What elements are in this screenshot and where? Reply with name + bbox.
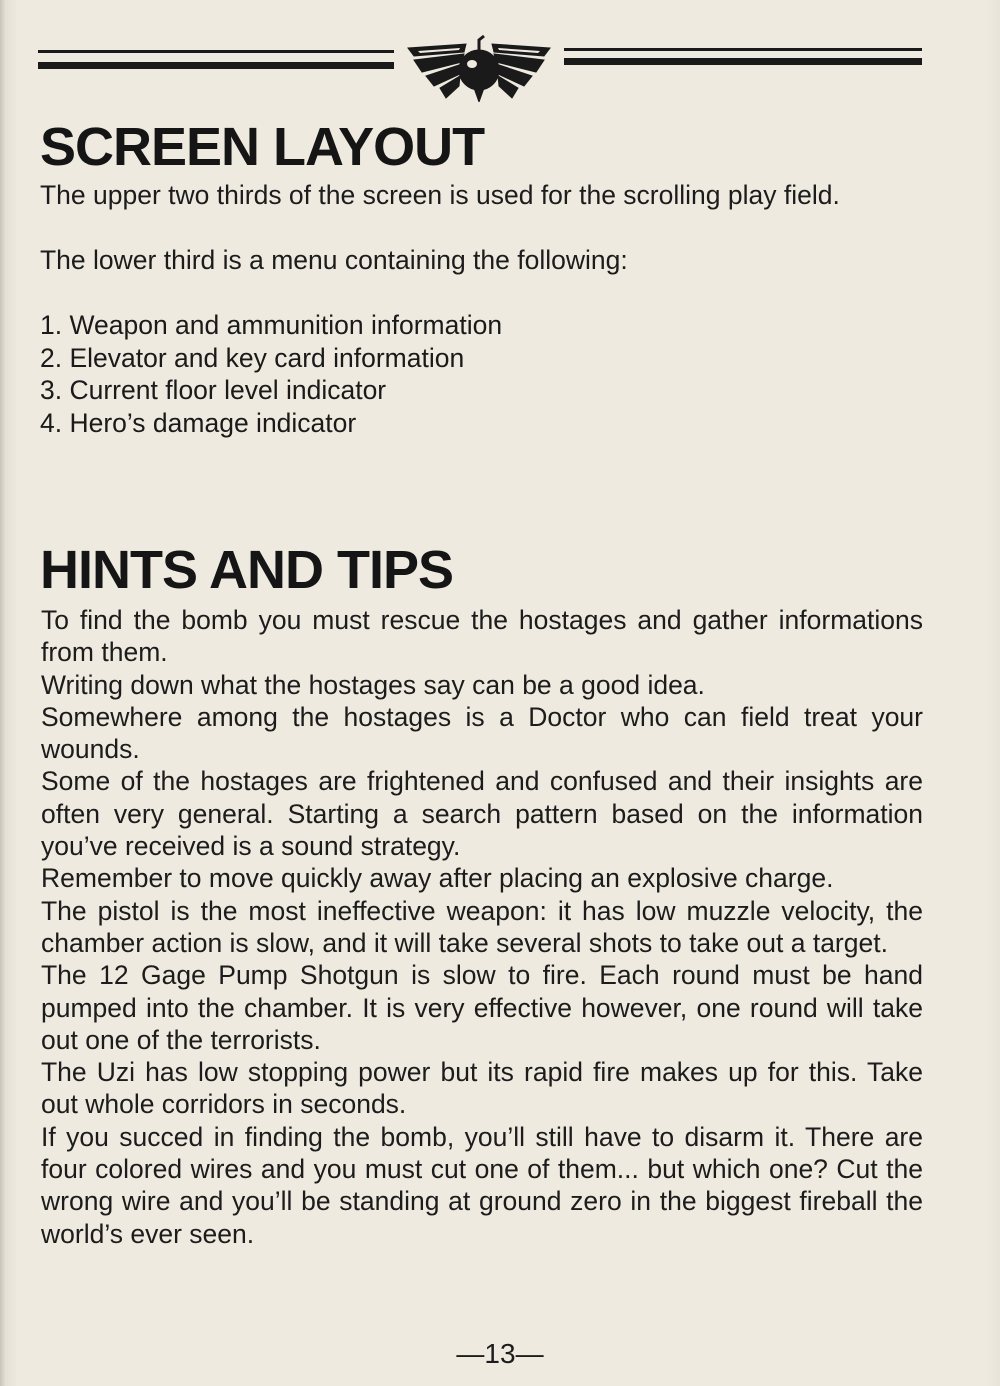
hint-paragraph: The 12 Gage Pump Shotgun is slow to fire. Each round must be hand pumped into the chamber. It is very effective however, one round will take out one of the terrorists. [41, 960, 923, 1055]
hint-paragraph: The pistol is the most ineffective weapon: it has low muzzle velocity, the chamber action is slow, and it will take several shots to take out a target. [41, 895, 923, 958]
hint-paragraph: The Uzi has low stopping power but its rapid fire makes up for this. Take out whole corridors in seconds. [41, 1057, 923, 1120]
hint-paragraph: Some of the hostages are frightened and confused and their insights are often very general. Starting a search pattern based on the information you’ve received is a sound strategy. [41, 766, 923, 862]
winged-bomb-emblem-icon [404, 34, 554, 102]
list-item: 3. Current floor level indicator [40, 375, 387, 405]
page-number: —13— [456, 1338, 544, 1369]
list-item: 4. Hero’s damage indicator [40, 407, 357, 438]
header-rule-left [38, 48, 394, 70]
screen-layout-heading: SCREEN LAYOUT [40, 117, 485, 177]
hint-paragraph: Somewhere among the hostages is a Doctor who can field treat your wounds. [41, 701, 923, 765]
list-item: 2. Elevator and key card information [40, 342, 465, 373]
screen-layout-intro: The upper two thirds of the screen is used for the scrolling play field. [40, 180, 840, 210]
hint-paragraph: Remember to move quickly away after placing an explosive charge. [41, 863, 834, 894]
header-rule-right [564, 48, 922, 70]
list-item: 1. Weapon and ammunition information [40, 310, 503, 340]
hint-paragraph: If you succed in finding the bomb, you’ll still have to disarm it. There are four colored wires and you must cut one of them... but which one? Cut the wrong wire and you’ll be standing at ground zero in the biggest fireball the world’s ever seen. [41, 1121, 923, 1249]
hints-and-tips-heading: HINTS AND TIPS [40, 540, 454, 600]
menu-items-list [40, 309, 502, 439]
header-ornament [38, 34, 922, 104]
menu-intro: The lower third is a menu containing the following: [40, 245, 628, 275]
hint-paragraph: To find the bomb you must rescue the hostages and gather informations from them. [41, 605, 923, 668]
hints-body [41, 604, 923, 1250]
hint-paragraph: Writing down what the hostages say can be a good idea. [41, 669, 705, 700]
